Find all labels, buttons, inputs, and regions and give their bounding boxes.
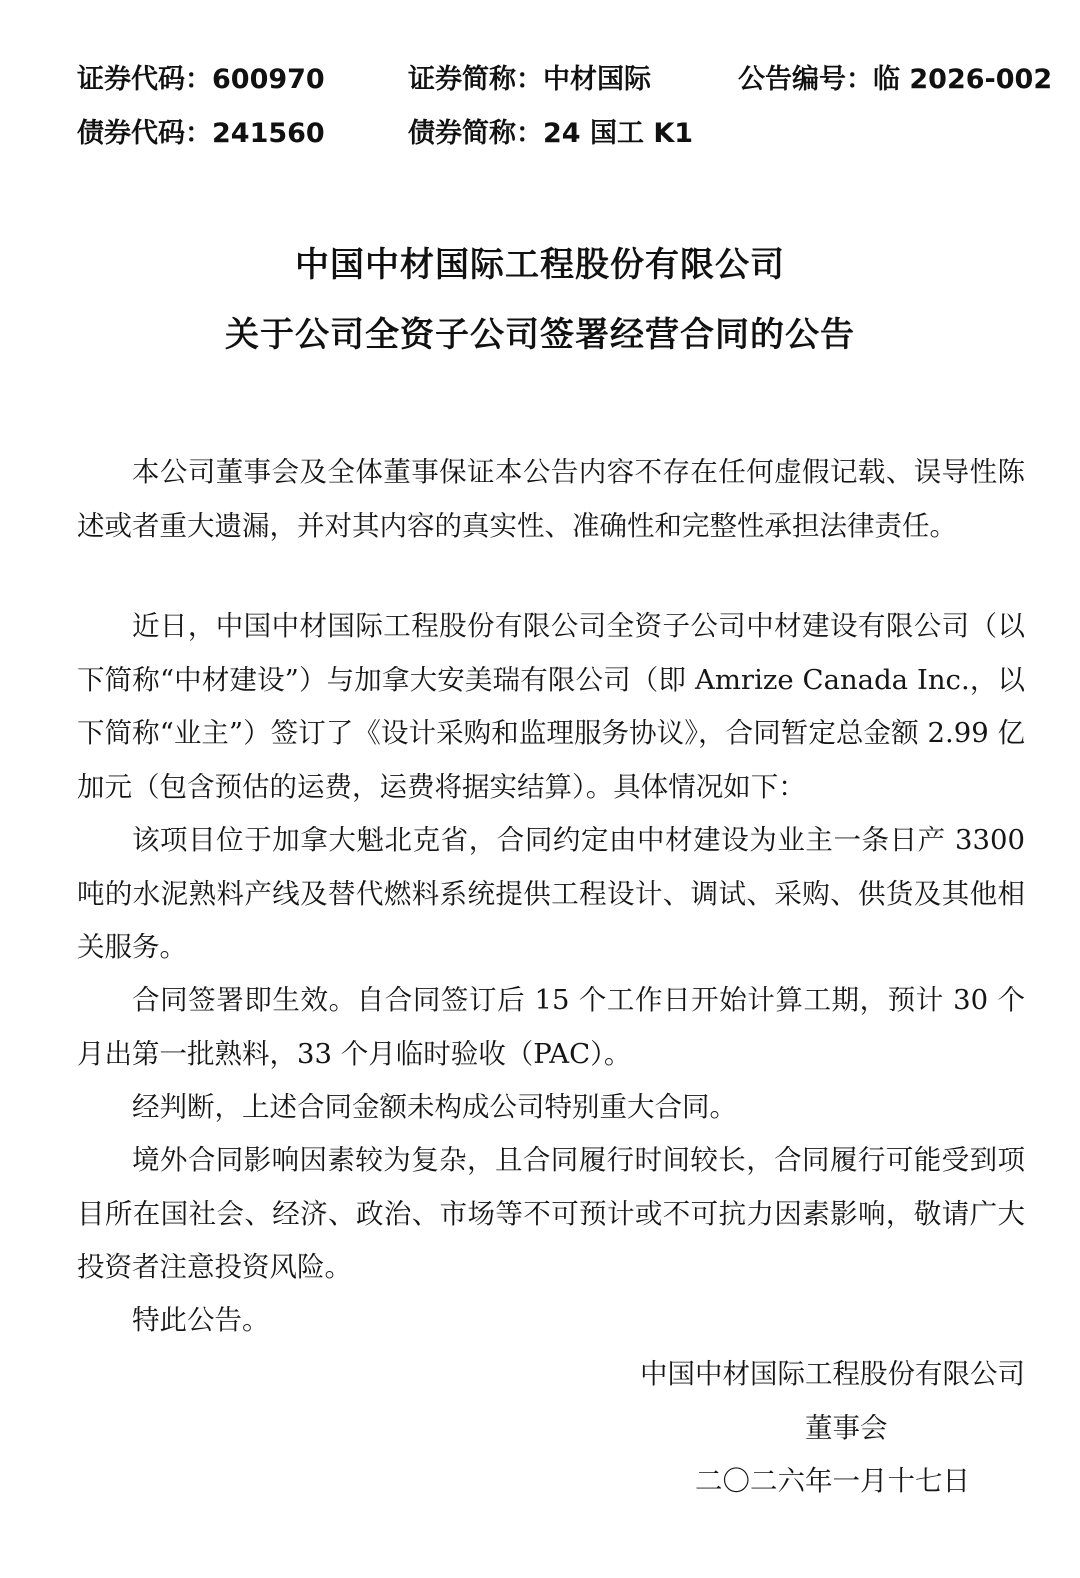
- stock-short-name: 证券简称：中材国际: [408, 64, 651, 95]
- notice-number: 公告编号：临 2026-002: [738, 64, 1053, 95]
- bond-short-name: 债券简称：24 国工 K1: [408, 118, 694, 149]
- signature-company: 中国中材国际工程股份有限公司: [640, 1358, 1025, 1390]
- board-statement: 本公司董事会及全体董事保证本公告内容不存在任何虚假记载、误导性陈述或者重大遗漏，并对其内容的真实性、准确性和完整性承担法律责任。: [77, 456, 1025, 542]
- paragraph-effectiveness: 合同签署即生效。自合同签订后 15 个工作日开始计算工期，预计 30 个月出第一批熟料，33 个月临时验收（PAC）。: [77, 984, 1025, 1070]
- stock-code: 证券代码：600970: [77, 64, 325, 95]
- signature-date: 二〇二六年一月十七日: [695, 1465, 970, 1497]
- bond-code: 债券代码：241560: [77, 118, 325, 149]
- signature-board: 董事会: [805, 1412, 888, 1444]
- paragraph-project-scope: 该项目位于加拿大魁北克省，合同约定由中材建设为业主一条日产 3300 吨的水泥熟料产线及替代燃料系统提供工程设计、调试、采购、供货及其他相关服务。: [77, 824, 1025, 963]
- paragraph-contract-signing: 近日，中国中材国际工程股份有限公司全资子公司中材建设有限公司（以下简称“中材建设”）与加拿大安美瑞有限公司（即 Amrize Canada Inc.，以下简称“业主”）签订了《设计采购和监理服务协议》，合同暂定总金额 2.99 亿加元（包含预估的运费，运费将据实结算）。具体情况如下：: [77, 610, 1025, 803]
- paragraph-risk-warning: 境外合同影响因素较为复杂，且合同履行时间较长，合同履行可能受到项目所在国社会、经济、政治、市场等不可预计或不可抗力因素影响，敬请广大投资者注意投资风险。: [77, 1144, 1025, 1283]
- paragraph-judgement: 经判断，上述合同金额未构成公司特别重大合同。: [132, 1091, 737, 1123]
- title-subject: 关于公司全资子公司签署经营合同的公告: [225, 315, 855, 355]
- title-company: 中国中材国际工程股份有限公司: [295, 245, 785, 285]
- paragraph-closing: 特此公告。: [132, 1304, 270, 1336]
